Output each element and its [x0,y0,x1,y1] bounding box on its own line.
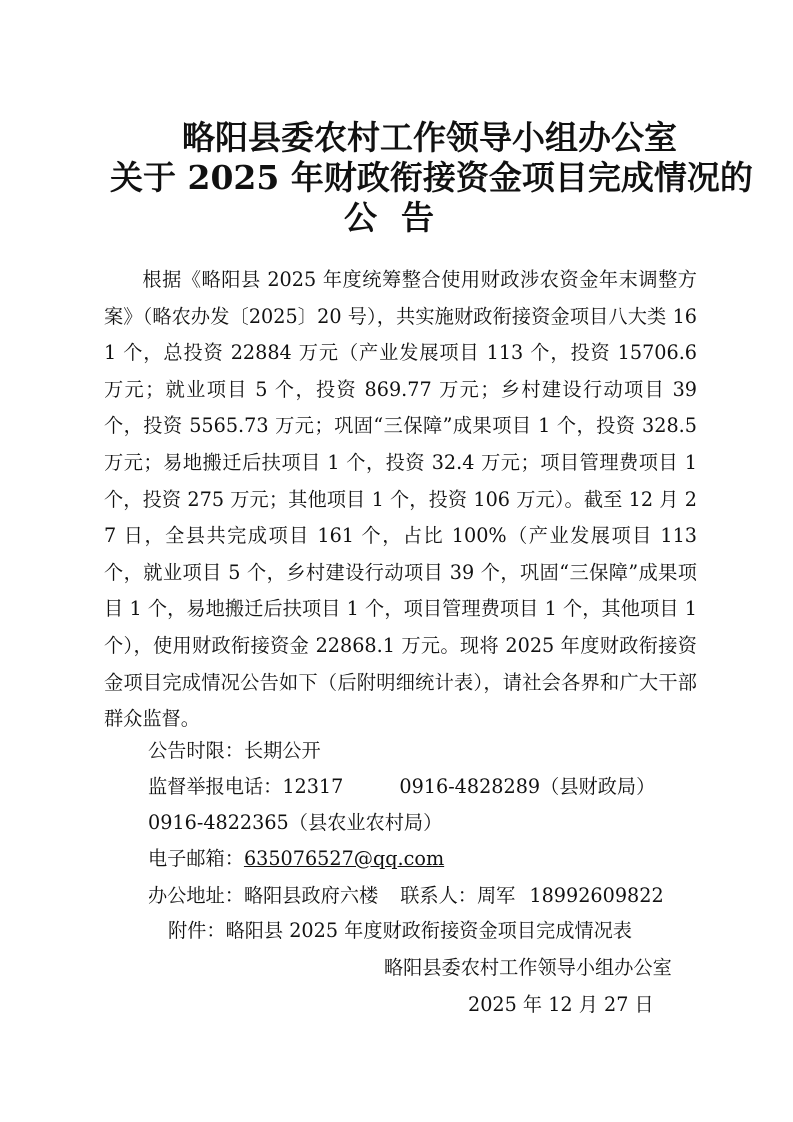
hotline-number-3: 0916-4822365（县农业农村局） [148,811,443,834]
contact-name: 周军 [477,884,516,907]
email-row [148,846,444,872]
title-line-2: 关于 2025 年财政衔接资金项目完成情况的 [110,158,753,197]
hotline-number-2: 0916-4828289（县财政局） [399,775,656,798]
term-value: 长期公开 [243,739,321,762]
attachment-row [168,918,632,944]
hotline-label: 监督举报电话： [148,775,283,798]
address-row [148,883,664,909]
hotline-row-2 [148,810,442,836]
email-label: 电子邮箱： [148,847,244,870]
notice-title [0,118,793,238]
signature-date: 2025 年 12 月 27 日 [468,993,654,1016]
contact-label: 联系人： [400,884,477,907]
email-link[interactable]: 635076527@qq.com [243,847,445,870]
hotline-number-1: 12317 [282,775,344,798]
title-line-1: 略阳县委农村工作领导小组办公室 [182,118,677,157]
contact-phone: 18992609822 [529,884,664,907]
address-label: 办公地址： [148,884,244,907]
notice-body-paragraph: 根据《略阳县 2025 年度统筹整合使用财政涉农资金年末调整方案》（略农办发〔2025〕20 号），共实施财政衔接资金项目八大类 161 个，总投资 22884 万元（产业发展项目 113 个，投资 15706.6 万元；就业项目 5 个，投资 869.77 万元；乡村建设行动项目 39 个，投资 5565.73 万元；巩固“三保障”成果项目 1 个，投资 328.5 万元；易地搬迁后扶项目 1 个，投资 32.4 万元；项目管理费项目 1 个，投资 275 万元；其他项目 1 个，投资 106 万元）。截至 12 月 27 日，全县共完成项目 161 个，占比 100%（产业发展项目 113 个，就业项目 5 个，乡村建设行动项目 39 个，巩固“三保障”成果项目 1 个，易地搬迁后扶项目 1 个，项目管理费项目 1 个，其他项目 1 个），使用财政衔接资金 22868.1 万元。现将 2025 年度财政衔接资金项目完成情况公告如下（后附明细统计表），请社会各界和广大干部群众监督。 [104,268,697,731]
attachment-label: 附件： [168,919,226,942]
term-label: 公告时限： [148,739,244,762]
attachment-title[interactable]: 略阳县 2025 年度财政衔接资金项目完成情况表 [225,919,632,942]
notice-term-row [148,738,321,764]
title-line-3: 公告 [344,198,458,237]
signature-org: 略阳县委农村工作领导小组办公室 [384,956,672,979]
address-value: 略阳县政府六楼 [243,884,379,907]
hotline-row [148,774,655,800]
